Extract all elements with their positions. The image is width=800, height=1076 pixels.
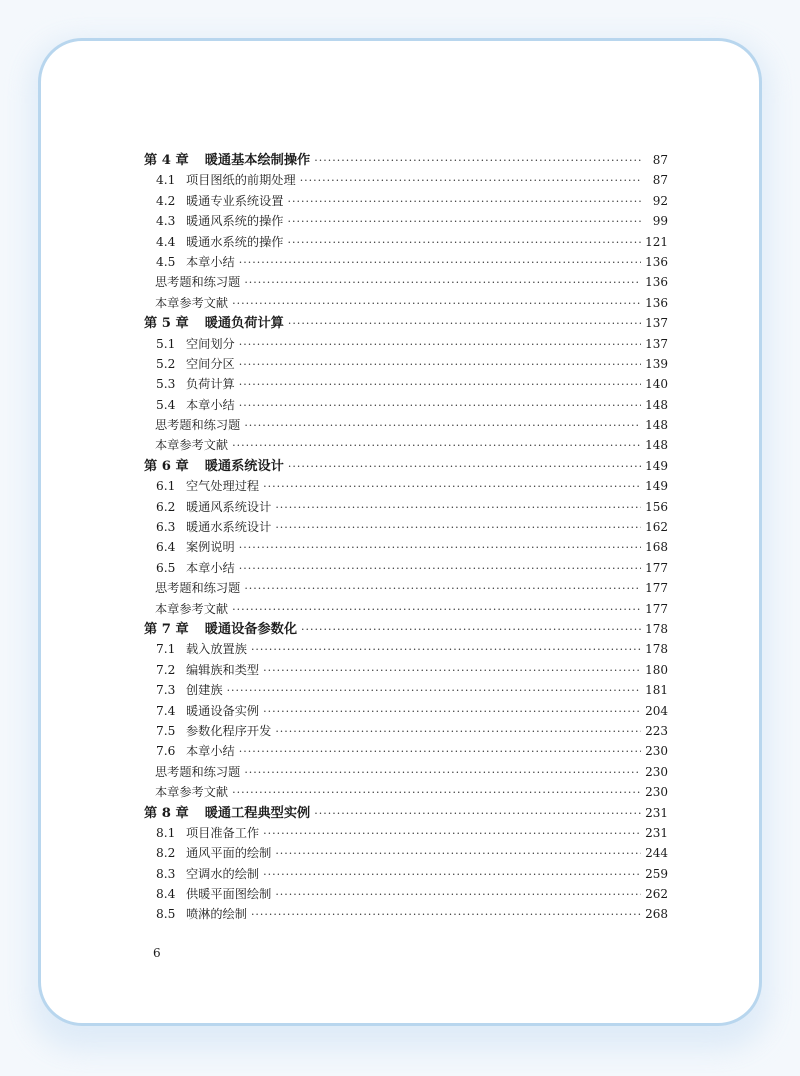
toc-entry-page: 148 bbox=[645, 438, 668, 453]
toc-chapter-entry[interactable] bbox=[144, 803, 668, 823]
toc-entry-title: 案例说明 bbox=[186, 540, 235, 555]
toc-entry-page: 204 bbox=[645, 703, 668, 718]
toc-entry-number: 第 8 章 bbox=[144, 805, 189, 821]
toc-entry-title: 思考题和练习题 bbox=[155, 764, 241, 779]
toc-entry-page: 244 bbox=[645, 846, 668, 861]
toc-entry-title: 暖通设备参数化 bbox=[204, 621, 298, 637]
toc-entry-page: 177 bbox=[645, 560, 668, 575]
toc-entry-number: 5.2 bbox=[156, 356, 176, 371]
toc-entry-title: 载入放置族 bbox=[186, 642, 247, 657]
toc-entry-number: 7.3 bbox=[156, 683, 176, 698]
toc-section-entry[interactable] bbox=[144, 476, 668, 496]
toc-entry-title: 参数化程序开发 bbox=[186, 723, 272, 738]
toc-entry-title: 暖通水系统的操作 bbox=[186, 234, 284, 249]
toc-section-entry[interactable] bbox=[144, 497, 668, 517]
toc-entry-page: 230 bbox=[645, 744, 668, 759]
toc-section-entry[interactable] bbox=[144, 904, 668, 924]
toc-entry-title: 暖通设备实例 bbox=[186, 703, 260, 718]
toc-entry-number: 6.1 bbox=[156, 479, 176, 494]
toc-entry-number: 7.6 bbox=[156, 744, 176, 759]
toc-entry-number: 7.5 bbox=[156, 723, 176, 738]
toc-section-entry[interactable] bbox=[144, 334, 668, 354]
toc-entry-page: 268 bbox=[645, 907, 668, 922]
toc-entry-number: 4.4 bbox=[156, 234, 176, 249]
dot-leader bbox=[288, 457, 641, 477]
toc-entry-page: 92 bbox=[652, 193, 668, 208]
dot-leader bbox=[244, 763, 641, 783]
toc-entry-title: 暖通风系统的操作 bbox=[186, 214, 284, 229]
toc-entry-title: 暖通水系统设计 bbox=[186, 520, 272, 535]
dot-leader bbox=[239, 538, 641, 558]
toc-entry-title: 项目图纸的前期处理 bbox=[186, 173, 296, 188]
toc-entry-page: 259 bbox=[645, 866, 668, 881]
toc-entry-number: 6.5 bbox=[156, 560, 176, 575]
toc-entry-page: 140 bbox=[645, 377, 668, 392]
toc-entry-page: 262 bbox=[645, 887, 668, 902]
dot-leader bbox=[314, 151, 642, 171]
dot-leader bbox=[275, 885, 641, 905]
dot-leader bbox=[239, 355, 641, 375]
toc-entry-page: 136 bbox=[645, 295, 668, 310]
toc-entry-title: 通风平面的绘制 bbox=[186, 846, 272, 861]
toc-entry-number: 8.1 bbox=[156, 825, 176, 840]
dot-leader bbox=[232, 783, 641, 803]
dot-leader bbox=[251, 905, 641, 925]
dot-leader bbox=[239, 559, 641, 579]
toc-entry-title: 本章小结 bbox=[186, 744, 235, 759]
toc-entry-page: 148 bbox=[645, 418, 668, 433]
toc-section-entry[interactable] bbox=[144, 680, 668, 700]
dot-leader bbox=[239, 253, 641, 273]
dot-leader bbox=[275, 498, 641, 518]
dot-leader bbox=[288, 212, 643, 232]
toc-entry-title: 空间分区 bbox=[186, 356, 235, 371]
toc-section-entry[interactable] bbox=[144, 721, 668, 741]
dot-leader bbox=[232, 436, 641, 456]
toc-entry-title: 本章小结 bbox=[186, 560, 235, 575]
toc-section-entry[interactable] bbox=[144, 252, 668, 272]
toc-entry-title: 本章参考文献 bbox=[155, 785, 229, 800]
toc-entry-title: 供暖平面图绘制 bbox=[186, 887, 272, 902]
toc-entry-page: 137 bbox=[645, 316, 668, 331]
toc-section-entry[interactable] bbox=[144, 823, 668, 843]
toc-entry-number: 7.2 bbox=[156, 662, 176, 677]
toc-section-entry[interactable] bbox=[144, 701, 668, 721]
toc-entry-page: 136 bbox=[645, 275, 668, 290]
toc-entry-title: 暖通风系统设计 bbox=[186, 499, 272, 514]
toc-section-entry[interactable] bbox=[144, 170, 668, 190]
dot-leader bbox=[263, 477, 641, 497]
dot-leader bbox=[288, 233, 642, 253]
toc-entry-page: 178 bbox=[645, 621, 668, 636]
toc-entry-number: 6.4 bbox=[156, 540, 176, 555]
toc-entry-title: 暖通系统设计 bbox=[204, 458, 284, 474]
toc-entry-title: 思考题和练习题 bbox=[155, 275, 241, 290]
toc-entry-title: 编辑族和类型 bbox=[186, 662, 260, 677]
toc-entry-title: 喷淋的绘制 bbox=[186, 907, 247, 922]
toc-entry-page: 148 bbox=[645, 397, 668, 412]
dot-leader bbox=[244, 579, 641, 599]
toc-entry-number: 5.3 bbox=[156, 377, 176, 392]
toc-entry-page: 177 bbox=[645, 601, 668, 616]
toc-section-entry[interactable] bbox=[144, 374, 668, 394]
dot-leader bbox=[263, 661, 641, 681]
toc-entry-number: 6.3 bbox=[156, 520, 176, 535]
toc-entry-page: 180 bbox=[645, 662, 668, 677]
dot-leader bbox=[239, 335, 641, 355]
dot-leader bbox=[232, 600, 641, 620]
toc-entry-title: 本章参考文献 bbox=[155, 601, 229, 616]
toc-entry-title: 暖通工程典型实例 bbox=[204, 805, 311, 821]
toc-entry-title: 本章参考文献 bbox=[155, 438, 229, 453]
toc-entry-page: 136 bbox=[645, 254, 668, 269]
toc-section-entry[interactable] bbox=[144, 354, 668, 374]
toc-misc-entry[interactable] bbox=[144, 599, 668, 619]
toc-entry-number: 8.5 bbox=[156, 907, 176, 922]
toc-entry-page: 177 bbox=[645, 581, 668, 596]
toc-chapter-entry[interactable] bbox=[144, 150, 668, 170]
toc-section-entry[interactable] bbox=[144, 864, 668, 884]
toc-entry-page: 230 bbox=[645, 785, 668, 800]
dot-leader bbox=[301, 620, 641, 640]
toc-entry-number: 第 4 章 bbox=[144, 153, 189, 168]
toc-entry-title: 本章小结 bbox=[186, 254, 235, 269]
toc-entry-number: 4.3 bbox=[156, 214, 176, 229]
toc-entry-page: 137 bbox=[645, 336, 668, 351]
toc-misc-entry[interactable] bbox=[144, 782, 668, 802]
toc-entry-number: 4.1 bbox=[156, 173, 176, 188]
toc-entry-page: 168 bbox=[645, 540, 668, 555]
dot-leader bbox=[239, 396, 641, 416]
toc-entry-number: 第 6 章 bbox=[144, 458, 189, 474]
toc-entry-page: 181 bbox=[645, 683, 668, 698]
dot-leader bbox=[288, 192, 643, 212]
toc-section-entry[interactable] bbox=[144, 191, 668, 211]
toc-entry-title: 思考题和练习题 bbox=[155, 418, 241, 433]
toc-entry-page: 223 bbox=[645, 723, 668, 738]
toc-entry-page: 121 bbox=[645, 234, 668, 249]
toc-misc-entry[interactable] bbox=[144, 293, 668, 313]
dot-leader bbox=[227, 681, 642, 701]
dot-leader bbox=[275, 518, 641, 538]
dot-leader bbox=[300, 171, 642, 191]
toc-misc-entry[interactable] bbox=[144, 578, 668, 598]
toc-entry-page: 156 bbox=[645, 499, 668, 514]
page-number: 6 bbox=[153, 946, 161, 960]
toc-entry-page: 149 bbox=[645, 458, 668, 473]
toc-entry-page: 230 bbox=[645, 764, 668, 779]
dot-leader bbox=[232, 294, 641, 314]
toc-entry-number: 5.1 bbox=[156, 336, 176, 351]
toc-entry-number: 5.4 bbox=[156, 397, 176, 412]
dot-leader bbox=[239, 742, 641, 762]
toc-entry-title: 空气处理过程 bbox=[186, 479, 260, 494]
dot-leader bbox=[263, 824, 641, 844]
toc-entry-number: 7.4 bbox=[156, 703, 176, 718]
dot-leader bbox=[314, 804, 641, 824]
toc-entry-title: 空调水的绘制 bbox=[186, 866, 260, 881]
dot-leader bbox=[288, 314, 641, 334]
toc-section-entry[interactable] bbox=[144, 660, 668, 680]
toc-section-entry[interactable] bbox=[144, 537, 668, 557]
toc-section-entry[interactable] bbox=[144, 741, 668, 761]
toc-entry-number: 8.4 bbox=[156, 887, 176, 902]
toc-entry-title: 暖通基本绘制操作 bbox=[204, 153, 311, 168]
toc-misc-entry[interactable] bbox=[144, 762, 668, 782]
toc-entry-number: 第 7 章 bbox=[144, 621, 189, 637]
toc-entry-page: 162 bbox=[645, 520, 668, 535]
toc-entry-number: 7.1 bbox=[156, 642, 176, 657]
toc-section-entry[interactable] bbox=[144, 211, 668, 231]
toc-section-entry[interactable] bbox=[144, 517, 668, 537]
toc-entry-number: 8.2 bbox=[156, 846, 176, 861]
dot-leader bbox=[275, 844, 641, 864]
dot-leader bbox=[263, 865, 641, 885]
toc-chapter-entry[interactable] bbox=[144, 456, 668, 476]
table-of-contents bbox=[144, 150, 668, 925]
toc-entry-title: 负荷计算 bbox=[186, 377, 235, 392]
toc-entry-title: 思考题和练习题 bbox=[155, 581, 241, 596]
toc-entry-title: 暖通负荷计算 bbox=[204, 316, 284, 332]
toc-entry-title: 暖通专业系统设置 bbox=[186, 193, 284, 208]
dot-leader bbox=[263, 702, 641, 722]
toc-section-entry[interactable] bbox=[144, 884, 668, 904]
toc-entry-title: 空间划分 bbox=[186, 336, 235, 351]
dot-leader bbox=[239, 375, 641, 395]
toc-entry-number: 6.2 bbox=[156, 499, 176, 514]
toc-entry-title: 本章参考文献 bbox=[155, 295, 229, 310]
toc-misc-entry[interactable] bbox=[144, 272, 668, 292]
dot-leader bbox=[244, 273, 641, 293]
toc-entry-number: 8.3 bbox=[156, 866, 176, 881]
toc-entry-number: 4.5 bbox=[156, 254, 176, 269]
toc-entry-title: 本章小结 bbox=[186, 397, 235, 412]
toc-entry-page: 149 bbox=[645, 479, 668, 494]
dot-leader bbox=[251, 640, 641, 660]
toc-entry-title: 项目准备工作 bbox=[186, 825, 260, 840]
toc-section-entry[interactable] bbox=[144, 639, 668, 659]
dot-leader bbox=[275, 722, 641, 742]
toc-entry-title: 创建族 bbox=[186, 683, 223, 698]
toc-section-entry[interactable] bbox=[144, 843, 668, 863]
toc-misc-entry[interactable] bbox=[144, 415, 668, 435]
toc-entry-page: 178 bbox=[645, 642, 668, 657]
toc-section-entry[interactable] bbox=[144, 232, 668, 252]
toc-section-entry[interactable] bbox=[144, 558, 668, 578]
toc-section-entry[interactable] bbox=[144, 395, 668, 415]
toc-entry-page: 87 bbox=[652, 153, 668, 167]
toc-entry-page: 99 bbox=[652, 214, 668, 229]
toc-entry-page: 87 bbox=[652, 173, 668, 188]
toc-entry-page: 231 bbox=[645, 805, 668, 820]
dot-leader bbox=[244, 416, 641, 436]
toc-entry-number: 第 5 章 bbox=[144, 316, 189, 332]
toc-chapter-entry[interactable] bbox=[144, 313, 668, 333]
toc-entry-page: 139 bbox=[645, 356, 668, 371]
toc-entry-page: 231 bbox=[645, 825, 668, 840]
toc-entry-number: 4.2 bbox=[156, 193, 176, 208]
toc-chapter-entry[interactable] bbox=[144, 619, 668, 639]
toc-misc-entry[interactable] bbox=[144, 435, 668, 455]
